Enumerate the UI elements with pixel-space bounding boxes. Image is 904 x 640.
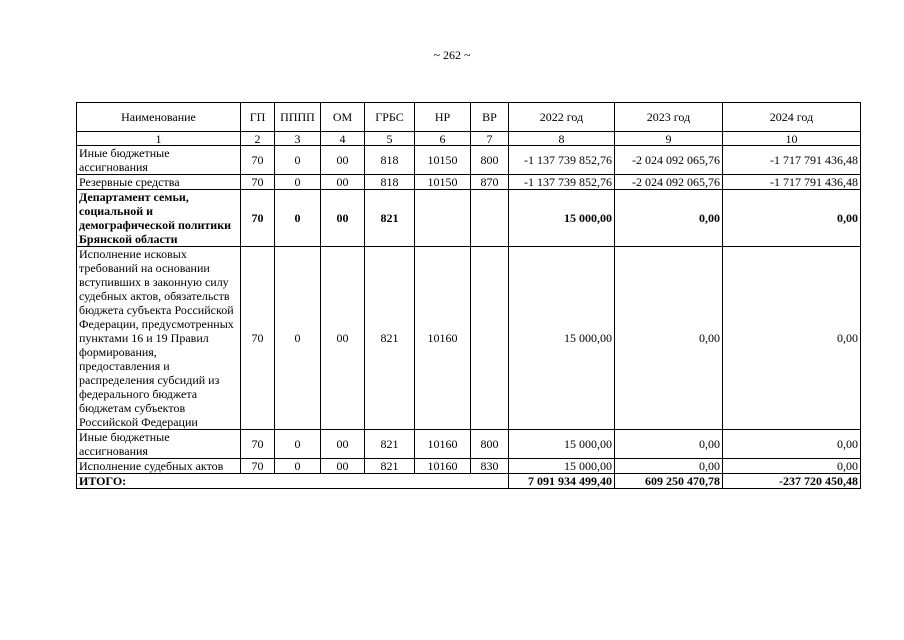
- row-2022: -1 137 739 852,76: [509, 175, 615, 190]
- row-2023: -2 024 092 065,76: [615, 146, 723, 175]
- row-name: Исполнение судебных актов: [77, 459, 241, 474]
- row-2023: 0,00: [615, 459, 723, 474]
- column-index: 6: [415, 132, 471, 146]
- total-label: ИТОГО:: [77, 474, 509, 489]
- row-name: Департамент семьи, социальной и демографической политики Брянской области: [77, 190, 241, 247]
- table-row: [77, 459, 861, 474]
- table-row: [77, 430, 861, 459]
- row-pppp: 0: [275, 190, 321, 247]
- row-vr: [471, 190, 509, 247]
- row-2023: 0,00: [615, 190, 723, 247]
- column-index: 1: [77, 132, 241, 146]
- column-header-2023: 2023 год: [615, 103, 723, 132]
- total-2023: 609 250 470,78: [615, 474, 723, 489]
- column-index: 7: [471, 132, 509, 146]
- column-header-name: Наименование: [77, 103, 241, 132]
- row-nr: 10160: [415, 459, 471, 474]
- row-grbs: 821: [365, 430, 415, 459]
- row-2022: -1 137 739 852,76: [509, 146, 615, 175]
- total-2022: 7 091 934 499,40: [509, 474, 615, 489]
- row-om: 00: [321, 430, 365, 459]
- row-vr: 830: [471, 459, 509, 474]
- column-index: 3: [275, 132, 321, 146]
- row-gp: 70: [241, 247, 275, 430]
- row-pppp: 0: [275, 247, 321, 430]
- row-name: Резервные средства: [77, 175, 241, 190]
- row-name: Иные бюджетные ассигнования: [77, 430, 241, 459]
- header-row: [77, 103, 861, 132]
- row-grbs: 821: [365, 247, 415, 430]
- column-header-2022: 2022 год: [509, 103, 615, 132]
- column-header-vr: ВР: [471, 103, 509, 132]
- row-2022: 15 000,00: [509, 190, 615, 247]
- row-pppp: 0: [275, 175, 321, 190]
- column-index: 5: [365, 132, 415, 146]
- row-pppp: 0: [275, 430, 321, 459]
- row-2023: 0,00: [615, 247, 723, 430]
- row-grbs: 821: [365, 190, 415, 247]
- row-grbs: 818: [365, 175, 415, 190]
- page-number: ~ 262 ~: [433, 48, 471, 62]
- column-index: 8: [509, 132, 615, 146]
- row-gp: 70: [241, 146, 275, 175]
- row-vr: 800: [471, 430, 509, 459]
- table-row: [77, 247, 861, 430]
- row-2022: 15 000,00: [509, 430, 615, 459]
- row-nr: 10150: [415, 146, 471, 175]
- row-2024: 0,00: [723, 190, 861, 247]
- column-header-om: ОМ: [321, 103, 365, 132]
- column-index: 9: [615, 132, 723, 146]
- total-2024: -237 720 450,48: [723, 474, 861, 489]
- row-2024: -1 717 791 436,48: [723, 175, 861, 190]
- row-pppp: 0: [275, 146, 321, 175]
- column-index-row: [77, 132, 861, 146]
- row-om: 00: [321, 146, 365, 175]
- column-header-nr: НР: [415, 103, 471, 132]
- row-2024: 0,00: [723, 247, 861, 430]
- table-row: [77, 146, 861, 175]
- row-om: 00: [321, 247, 365, 430]
- column-header-grbs: ГРБС: [365, 103, 415, 132]
- row-pppp: 0: [275, 459, 321, 474]
- row-vr: 870: [471, 175, 509, 190]
- row-2024: 0,00: [723, 459, 861, 474]
- table-row: [77, 175, 861, 190]
- row-2022: 15 000,00: [509, 247, 615, 430]
- column-index: 10: [723, 132, 861, 146]
- row-nr: [415, 190, 471, 247]
- column-index: 4: [321, 132, 365, 146]
- column-index: 2: [241, 132, 275, 146]
- column-header-pppp: ПППП: [275, 103, 321, 132]
- row-om: 00: [321, 175, 365, 190]
- row-2024: 0,00: [723, 430, 861, 459]
- row-nr: 10150: [415, 175, 471, 190]
- row-nr: 10160: [415, 247, 471, 430]
- row-grbs: 821: [365, 459, 415, 474]
- row-2022: 15 000,00: [509, 459, 615, 474]
- row-2024: -1 717 791 436,48: [723, 146, 861, 175]
- row-om: 00: [321, 190, 365, 247]
- budget-table: [76, 102, 861, 489]
- row-gp: 70: [241, 175, 275, 190]
- row-vr: [471, 247, 509, 430]
- row-nr: 10160: [415, 430, 471, 459]
- column-header-2024: 2024 год: [723, 103, 861, 132]
- total-row: [77, 474, 861, 489]
- row-gp: 70: [241, 459, 275, 474]
- row-vr: 800: [471, 146, 509, 175]
- row-gp: 70: [241, 190, 275, 247]
- row-om: 00: [321, 459, 365, 474]
- row-2023: 0,00: [615, 430, 723, 459]
- table-row: [77, 190, 861, 247]
- row-name: Иные бюджетные ассигнования: [77, 146, 241, 175]
- row-name: Исполнение исковых требований на основании вступивших в законную силу судебных актов, обязательств бюджета субъекта Российской Федерации, предусмотренных пунктами 16 и 19 Правил формирования, предоставления и распределения субсидий из федерального бюджета бюджетам субъектов Российской Федерации: [77, 247, 241, 430]
- row-2023: -2 024 092 065,76: [615, 175, 723, 190]
- row-grbs: 818: [365, 146, 415, 175]
- row-gp: 70: [241, 430, 275, 459]
- column-header-gp: ГП: [241, 103, 275, 132]
